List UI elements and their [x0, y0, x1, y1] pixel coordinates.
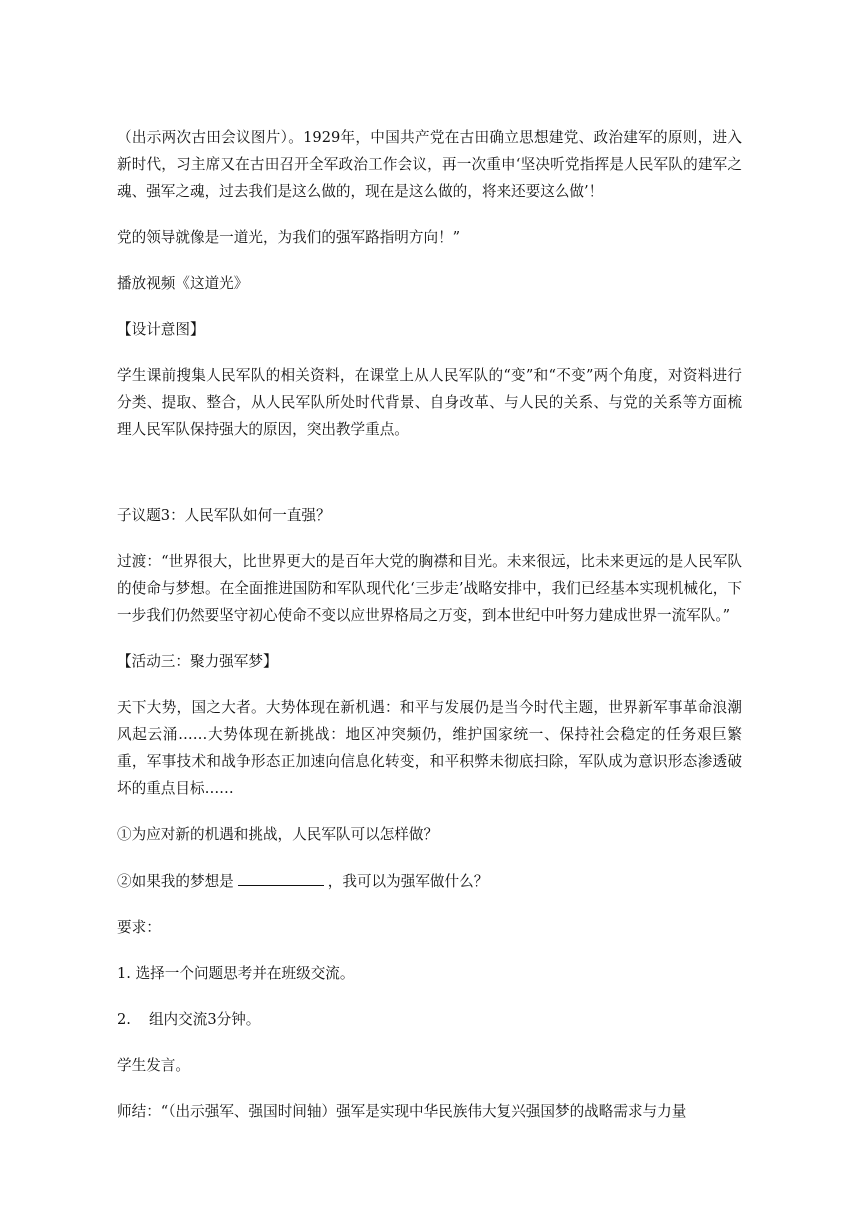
document-body — [117, 124, 742, 1144]
question-2 — [117, 867, 742, 895]
requirement-1 — [117, 960, 742, 987]
heading-activity-3: 【活动三：聚力强军梦】 — [117, 653, 278, 670]
question-2-prefix: ②如果我的梦想是 — [117, 873, 234, 890]
blank-space — [117, 462, 742, 502]
requirement-2-text: 组内交流3分钟。 — [148, 1011, 261, 1028]
question-1: ①为应对新的机遇和挑战，人民军队可以怎样做？ — [117, 826, 439, 843]
question-2-suffix: ，我可以为强军做什么？ — [327, 873, 489, 890]
heading-sub-topic-3: 子议题3：人民军队如何一直强？ — [117, 507, 331, 524]
requirement-2 — [117, 1006, 742, 1033]
paragraph-gutian: （出示两次古田会议图片）。1929年，中国共产党在古田确立思想建党、政治建军的原则，进入新时代，习主席又在古田召开全军政治工作会议，再一次重申‘坚决听党指挥是人民军队的建军之魂、强军之魂，过去我们是这么做的，现在是这么做的，将来还要这么做’！ — [117, 129, 742, 200]
requirement-1-text: 选择一个问题思考并在班级交流。 — [135, 965, 355, 982]
heading-design-intent: 【设计意图】 — [117, 321, 205, 338]
heading-requirements: 要求： — [117, 919, 161, 936]
requirement-1-number: 1. — [117, 965, 131, 982]
paragraph-design-intent: 学生课前搜集人民军队的相关资料，在课堂上从人民军队的“变”和“不变”两个角度，对资料进行分类、提取、整合，从人民军队所处时代背景、自身改革、与人民的关系、与党的关系等方面梳理人民军队保持强大的原因，突出教学重点。 — [117, 367, 742, 438]
paragraph-world-trend: 天下大势，国之大者。大势体现在新机遇：和平与发展仍是当今时代主题，世界新军事革命浪潮风起云涌……大势体现在新挑战：地区冲突频仍，维护国家统一、保持社会稳定的任务艰巨繁重，军事技术和战争形态正加速向信息化转变，和平积弊未彻底扫除，军队成为意识形态渗透破坏的重点目标…… — [117, 699, 742, 797]
paragraph-student-speech: 学生发言。 — [117, 1057, 190, 1074]
paragraph-light: 党的领导就像是一道光，为我们的强军路指明方向！” — [117, 229, 461, 246]
paragraph-teacher-summary: 师结：“（出示强军、强国时间轴）强军是实现中华民族伟大复兴强国梦的战略需求与力量 — [117, 1103, 687, 1120]
requirement-2-number: 2. — [117, 1011, 131, 1028]
paragraph-transition: 过渡：“世界很大，比世界更大的是百年大党的胸襟和目光。未来很远，比未来更远的是人民军队的使命与梦想。在全面推进国防和军队现代化‘三步走’战略安排中，我们已经基本实现机械化，下一步我们仍然要坚守初心使命不变以应世界格局之万变，到本世纪中叶努力建成世界一流军队。” — [117, 553, 742, 624]
paragraph-video: 播放视频《这道光》 — [117, 275, 249, 292]
fill-in-blank — [238, 867, 324, 886]
